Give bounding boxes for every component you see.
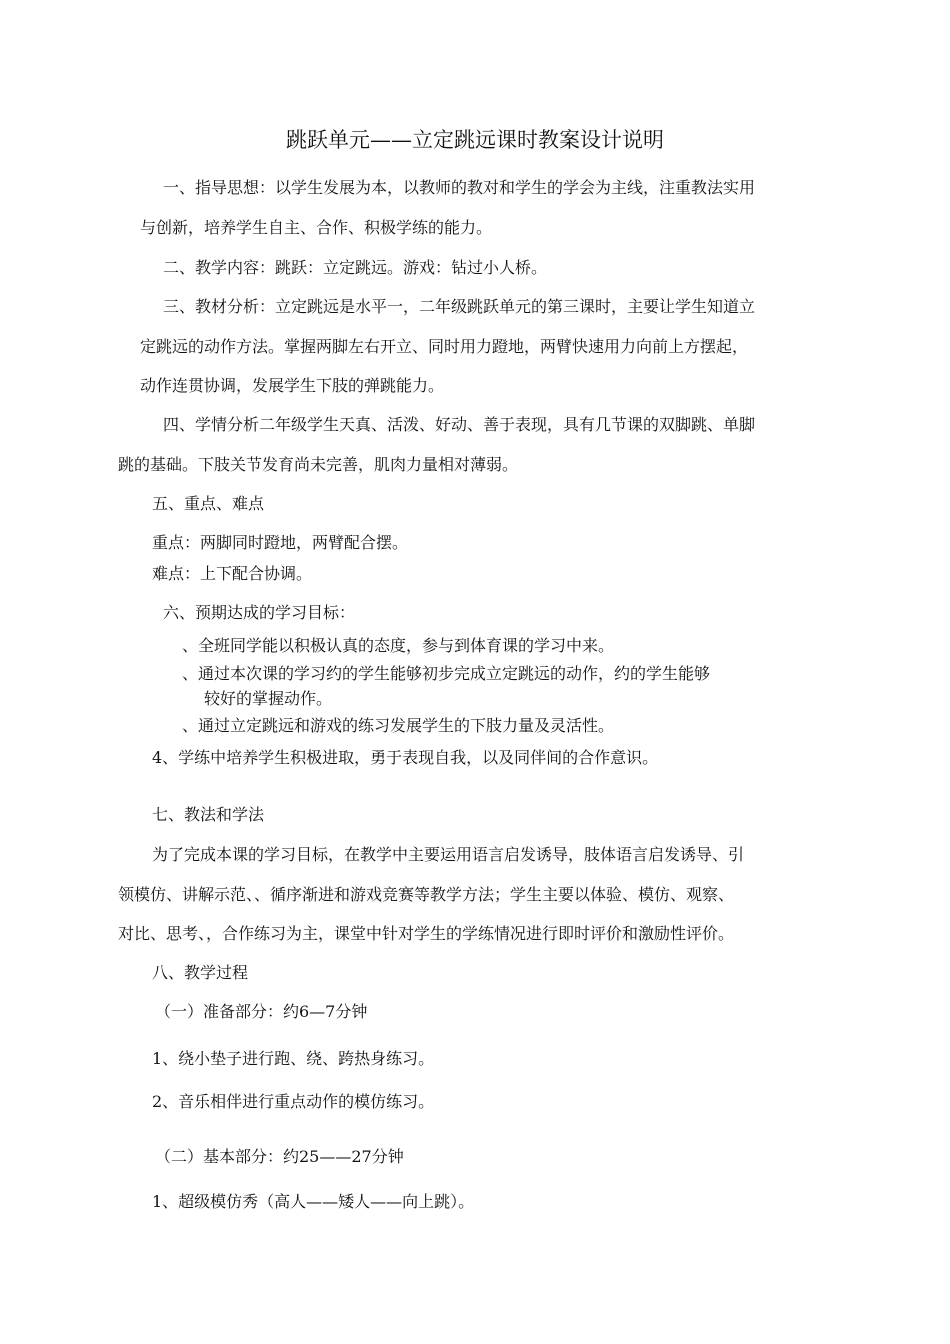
document-title: 跳跃单元——立定跳远课时教案设计说明 [286, 128, 664, 152]
methods-line-2: 领模仿、讲解示范、、循序渐进和游戏竞赛等教学方法；学生主要以体验、模仿、观察、 [118, 885, 735, 904]
guiding-thought-line-1: 一、指导思想：以学生发展为本，以教师的教对和学生的学会为主线，注重教法实用 [163, 178, 756, 197]
learner-analysis-line-1: 四、学情分析二年级学生天真、活泼、好动、善于表现，具有几节课的双脚跳、单脚 [163, 415, 756, 434]
material-analysis-line-2: 定跳远的动作方法。掌握两脚左右开立、同时用力蹬地，两臂快速用力向前上方摆起， [140, 337, 749, 356]
material-analysis-line-3: 动作连贯协调，发展学生下肢的弹跳能力。 [140, 376, 445, 395]
guiding-thought-line-2: 与创新，培养学生自主、合作、积极学练的能力。 [140, 218, 493, 237]
methods-line-3: 对比、思考、，合作练习为主，课堂中针对学生的学练情况进行即时评价和激励性评价。 [118, 924, 735, 943]
learning-goals-heading: 六、预期达成的学习目标： [163, 603, 356, 622]
prep-item-2: 2、音乐相伴进行重点动作的模仿练习。 [152, 1092, 435, 1111]
basic-part-heading: （二）基本部分：约25——27分钟 [155, 1147, 404, 1166]
prep-item-1: 1、绕小垫子进行跑、绕、跨热身练习。 [152, 1049, 435, 1068]
methods-line-1: 为了完成本课的学习目标，在教学中主要运用语言启发诱导，肢体语言启发诱导、引 [152, 845, 745, 864]
learning-goal-1: 、全班同学能以积极认真的态度，参与到体育课的学习中来。 [182, 636, 615, 655]
learning-goal-3: 、通过立定跳远和游戏的练习发展学生的下肢力量及灵活性。 [182, 716, 615, 735]
difficulty-point: 难点：上下配合协调。 [152, 564, 313, 583]
learner-analysis-line-2: 跳的基础。下肢关节发育尚未完善，肌肉力量相对薄弱。 [118, 455, 519, 474]
learning-goal-4: 4、学练中培养学生积极进取，勇于表现自我，以及同伴间的合作意识。 [152, 748, 659, 767]
learning-goal-2b: 较好的掌握动作。 [204, 689, 333, 708]
process-heading: 八、教学过程 [152, 963, 249, 982]
prep-part-heading: （一）准备部分：约6—7分钟 [155, 1002, 368, 1021]
teaching-content: 二、教学内容：跳跃：立定跳远。游戏：钻过小人桥。 [163, 258, 548, 277]
basic-item-1: 1、超级模仿秀（高人——矮人——向上跳）。 [152, 1192, 475, 1211]
learning-goal-2a: 、通过本次课的学习约的学生能够初步完成立定跳远的动作，约的学生能够 [182, 664, 711, 683]
methods-heading: 七、教法和学法 [152, 805, 265, 824]
key-points-heading: 五、重点、难点 [152, 494, 265, 513]
key-point: 重点：两脚同时蹬地，两臂配合摆。 [152, 533, 409, 552]
material-analysis-line-1: 三、教材分析：立定跳远是水平一，二年级跳跃单元的第三课时，主要让学生知道立 [163, 297, 756, 316]
